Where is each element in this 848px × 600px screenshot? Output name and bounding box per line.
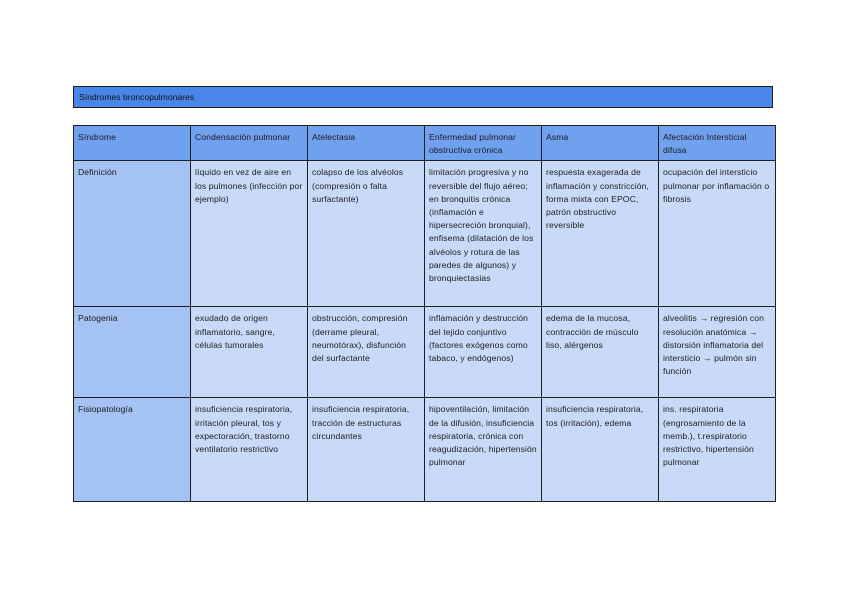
table-cell: inflamación y destrucción del tejido conjuntivo (factores exógenos como tabaco, y endógenos)	[425, 307, 542, 398]
column-header-condensacion: Condensación pulmonar	[191, 126, 308, 161]
row-label-patogenia: Patogenia	[74, 307, 191, 398]
table-cell: edema de la mucosa, contracción de músculo liso, alérgenos	[542, 307, 659, 398]
table-cell: exudado de origen inflamatorio, sangre, células tumorales	[191, 307, 308, 398]
column-header-atelectasia: Atelectasia	[308, 126, 425, 161]
column-header-sindrome: Síndrome	[74, 126, 191, 161]
table-cell: colapso de los alvéolos (compresión o falta surfactante)	[308, 161, 425, 307]
header-row	[74, 126, 776, 161]
table-cell: limitación progresiva y no reversible del flujo aéreo; en bronquitis crónica (inflamación e hipersecreción bronquial), enfisema (dilatación de los alvéolos y rotura de las paredes de algunos) y bronquiectasias	[425, 161, 542, 307]
column-header-intersticial: Afectación Intersticial difusa	[659, 126, 776, 161]
table-title: Síndromes broncopulmonares	[73, 86, 773, 108]
table-cell: obstrucción, compresión (derrame pleural, neumotórax), disfunción del surfactante	[308, 307, 425, 398]
column-header-asma: Asma	[542, 126, 659, 161]
table-cell: alveolitis → regresión con resolución anatómica → distorsión inflamatoria del intersticio → pulmón sin función	[659, 307, 776, 398]
row-label-fisiopatologia: Fisiopatología	[74, 398, 191, 502]
table-cell: insuficiencia respiratoria, tracción de estructuras circundantes	[308, 398, 425, 502]
syndromes-table	[73, 125, 776, 502]
table-row	[74, 161, 776, 307]
table-cell: respuesta exagerada de inflamación y constricción, forma mixta con EPOC, patrón obstructivo reversible	[542, 161, 659, 307]
table-cell: insuficiencia respiratoria, irritación pleural, tos y expectoración, trastorno ventilatorio restrictivo	[191, 398, 308, 502]
table-cell: líquido en vez de aire en los pulmones (infección por ejemplo)	[191, 161, 308, 307]
table-row	[74, 307, 776, 398]
row-label-definicion: Definición	[74, 161, 191, 307]
table-cell: insuficiencia respiratoria, tos (irritación), edema	[542, 398, 659, 502]
column-header-epoc: Enfermedad pulmonar obstructiva crónica	[425, 126, 542, 161]
table-row	[74, 398, 776, 502]
table-cell: ins. respiratoria (engrosamiento de la memb.), t.respiratorio restrictivo, hipertensión pulmonar	[659, 398, 776, 502]
table-cell: ocupación del intersticio pulmonar por inflamación o fibrosis	[659, 161, 776, 307]
table-cell: hipoventilación, limitación de la difusión, insuficiencia respiratoria, crónica con reagudización, hipertensión pulmonar	[425, 398, 542, 502]
